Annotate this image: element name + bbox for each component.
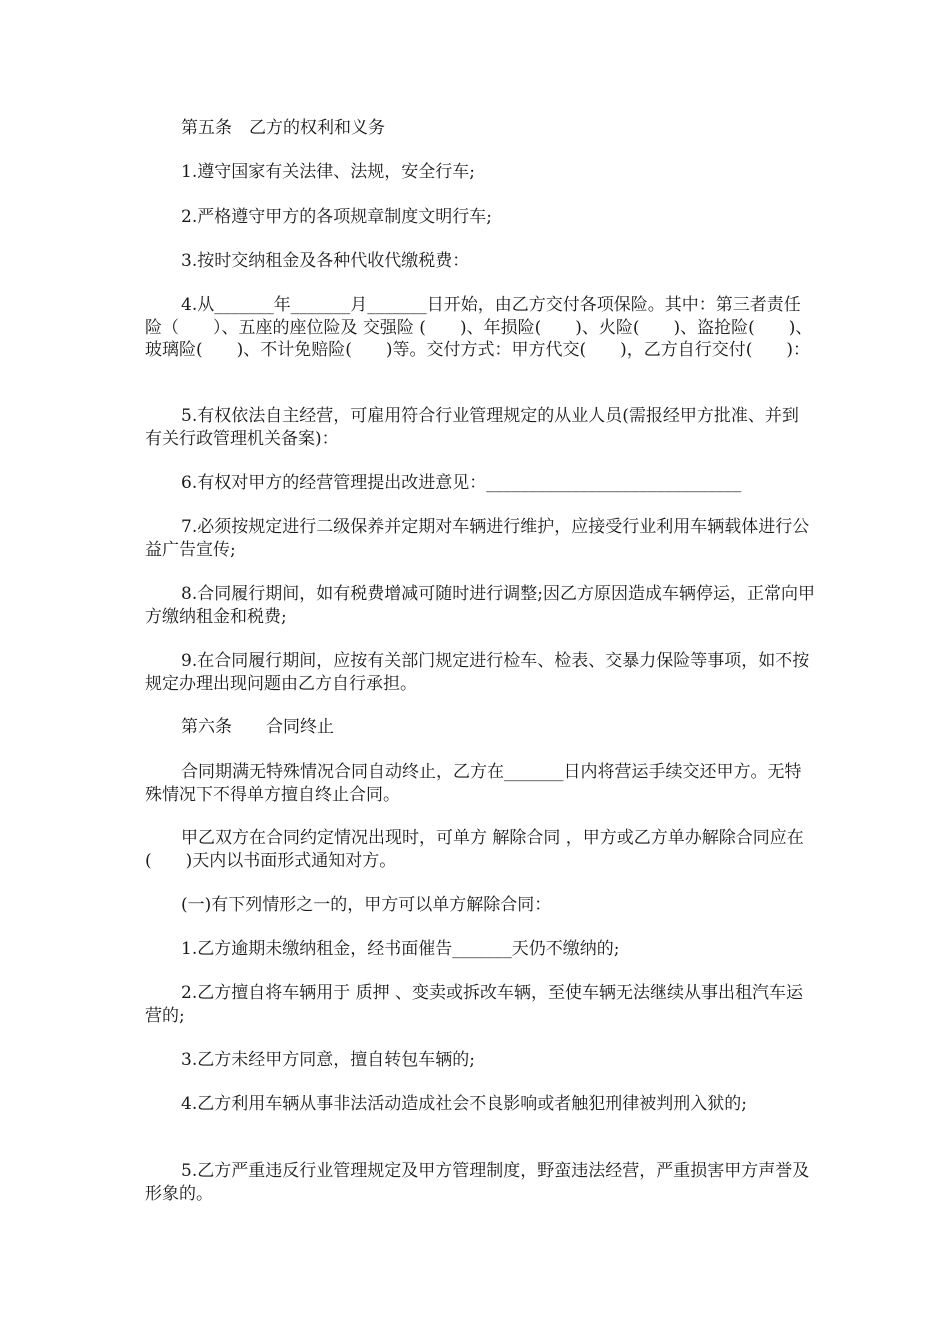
article-5-item-9: 9.在合同履行期间，应按有关部门规定进行检车、检表、交暴力保险等事项，如不按规定办理出现问题由乙方自行承担。: [145, 651, 810, 694]
article-5-item-8: 8.合同履行期间，如有税费增减可随时进行调整;因乙方原因造成车辆停运，正常向甲方缴纳租金和税费;: [145, 584, 815, 627]
article-5-item-1: 1.遵守国家有关法律、法规，安全行车;: [181, 162, 475, 182]
clause-1-item-5: 5.乙方严重违反行业管理规定及甲方管理制度，野蛮违法经营，严重损害甲方声誉及形象的。: [145, 1161, 810, 1204]
clause-1-item-1: 1.乙方逾期未缴纳租金，经书面催告_______天仍不缴纳的;: [181, 939, 620, 959]
article-6-para-1: 合同期满无特殊情况合同自动终止，乙方在_______日内将营运手续交还甲方。无特殊情况下不得单方擅自终止合同。: [145, 762, 802, 805]
article-5-heading: 第五条 乙方的权利和义务: [181, 118, 385, 138]
article-5-item-2: 2.严格遵守甲方的各项规章制度文明行车;: [181, 207, 492, 227]
article-6-para-2: 甲乙双方在合同约定情况出现时，可单方 解除合同 ，甲方或乙方单办解除合同应在( )天内以书面形式通知对方。: [145, 828, 804, 871]
article-5-item-3: 3.按时交纳租金及各种代收代缴税费：: [181, 251, 470, 271]
clause-1-item-3: 3.乙方未经甲方同意，擅自转包车辆的;: [181, 1050, 475, 1070]
article-5-item-6: 6.有权对甲方的经营管理提出改进意见：______________________________: [181, 473, 742, 493]
clause-1-item-2: 2.乙方擅自将车辆用于 质押 、变卖或拆改车辆，至使车辆无法继续从事出租汽车运营的;: [145, 983, 804, 1026]
article-5-item-4: 4.从_______年_______月_______日开始，由乙方交付各项保险。其中：第三者责任险（ ）、五座的座位险及 交强险 ( )、年损险( )、火险( )、盗抢险( )、玻璃险( )、不计免赔险( )等。交付方式：甲方代交( )，乙方自行交付( )：: [145, 295, 813, 360]
article-5-item-5: 5.有权依法自主经营，可雇用符合行业管理规定的从业人员(需报经甲方批准、并到有关行政管理机关备案)：: [145, 406, 799, 449]
article-5-item-7: 7.必须按规定进行二级保养并定期对车辆进行维护，应接受行业利用车辆载体进行公益广告宣传;: [145, 517, 810, 560]
clause-1-item-4: 4.乙方利用车辆从事非法活动造成社会不良影响或者触犯刑律被判刑入狱的;: [181, 1094, 747, 1114]
article-6-clause-1-heading: (一)有下列情形之一的，甲方可以单方解除合同：: [181, 895, 552, 915]
article-6-heading: 第六条 合同终止: [181, 717, 334, 737]
